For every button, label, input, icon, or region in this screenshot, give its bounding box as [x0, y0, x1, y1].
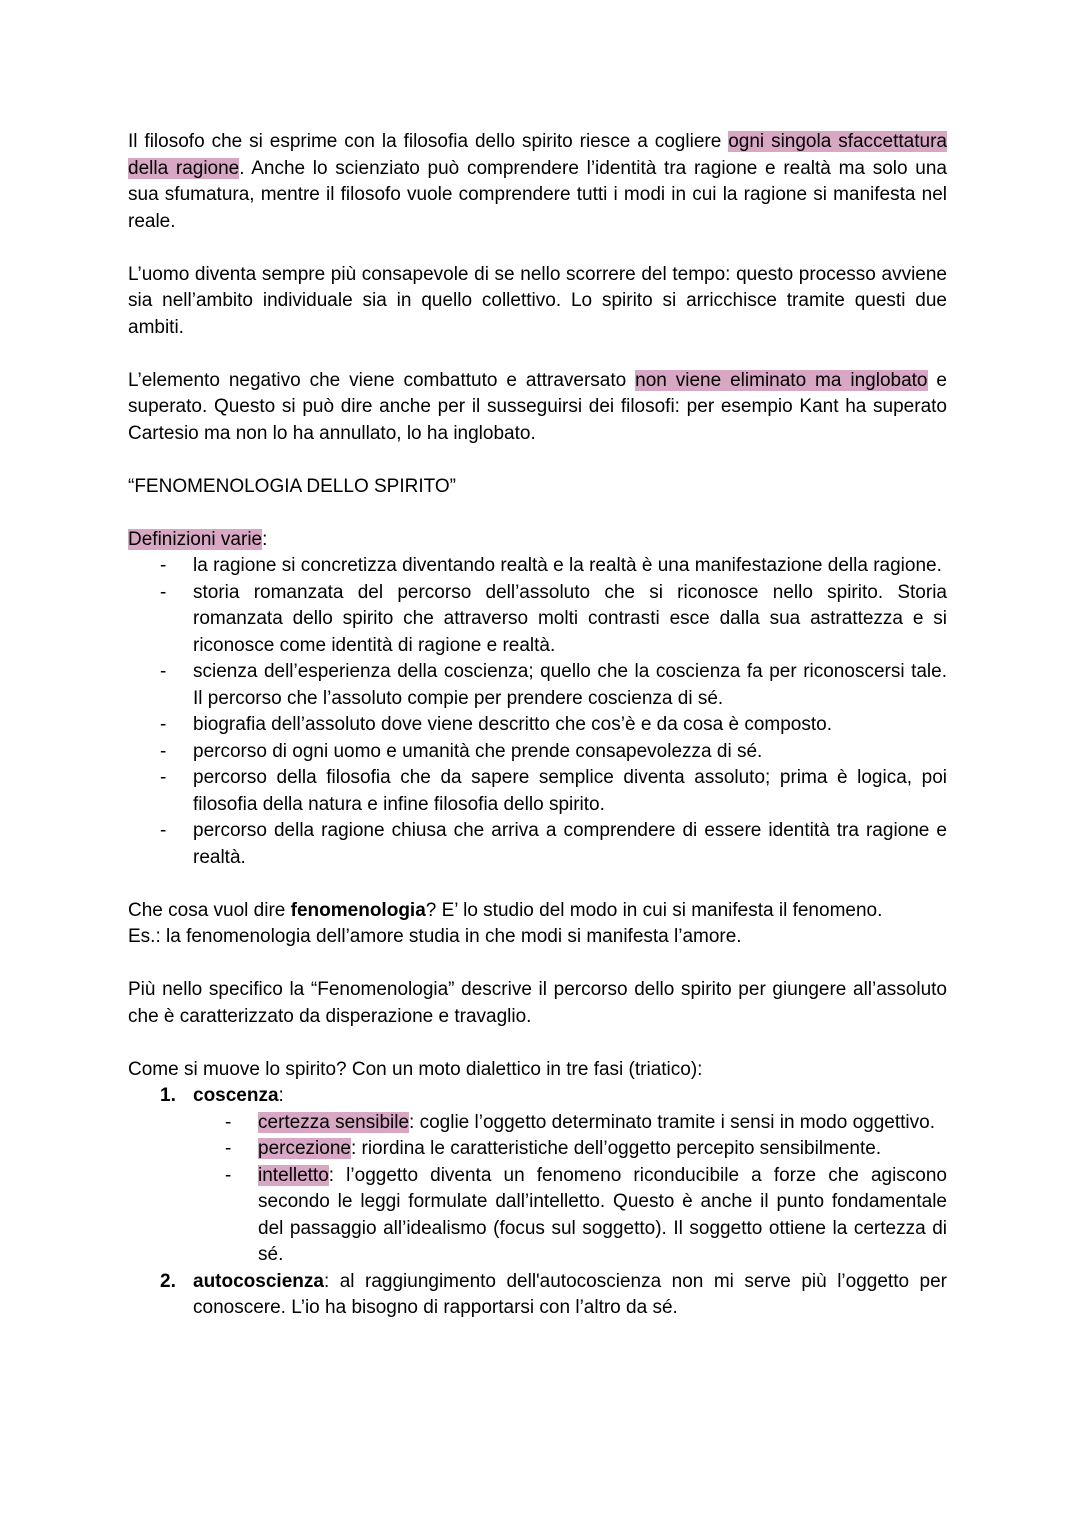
list-item: - la ragione si concretizza diventando realtà e la realtà è una manifestazione della ragione. [193, 553, 947, 580]
text-span: : coglie l’oggetto determinato tramite i sensi in modo oggettivo. [409, 1111, 935, 1133]
highlighted-text: intelletto [258, 1164, 329, 1186]
highlighted-text: non viene eliminato ma inglobato [635, 369, 928, 391]
list-number: 2. [160, 1270, 176, 1292]
text-span: . Anche lo scienziato può comprendere l’identità tra ragione e realtà ma solo una sua sfumatura, mentre il filosofo vuole comprendere tutti i modi in cui la ragione si manifesta nel reale. [128, 157, 947, 232]
bold-term: coscenza [193, 1085, 279, 1106]
text-span: Che cosa vuol dire [128, 899, 291, 921]
highlighted-text: Definizioni varie [128, 528, 263, 550]
list-item: - percorso della ragione chiusa che arriva a comprendere di essere identità tra ragione e realtà. [193, 818, 947, 871]
paragraph-negative-element [128, 368, 947, 448]
list-item: - percorso della filosofia che da sapere semplice diventa assoluto; prima è logica, poi filosofia della natura e infine filosofia dello spirito. [193, 765, 947, 818]
text-span: : [278, 1085, 284, 1106]
text-span: L’elemento negativo che viene combattuto e attraversato [128, 369, 636, 391]
list-item: - biografia dell’assoluto dove viene descritto che cos’è e da cosa è composto. [193, 712, 947, 739]
phases-list [128, 1083, 947, 1322]
highlighted-text: percezione [258, 1138, 351, 1159]
text-span: : al raggiungimento dell'autocoscienza non mi serve più l’oggetto per conoscere. L’io ha bisogno di rapportarsi con l’altro da sé. [193, 1270, 947, 1318]
paragraph-phenomenology-specific: Più nello specifico la “Fenomenologia” descrive il percorso dello spirito per giungere all’assoluto che è caratterizzato da disperazione e travaglio. [128, 979, 947, 1027]
text-span: Es.: la fenomenologia dell’amore studia in che modi si manifesta l’amore. [128, 926, 742, 947]
list-item: - storia romanzata del percorso dell’assoluto che si riconosce nello spirito. Storia romanzata dello spirito che attraverso molti contrasti esce dalla sua astrattezza e si riconosce come identità di ragione e realtà. [193, 580, 947, 660]
definitions-list [128, 553, 947, 871]
definitions-label [128, 527, 947, 554]
text-span: : [262, 528, 268, 550]
sub-list-item [258, 1110, 947, 1137]
phase-item [160, 1083, 947, 1269]
paragraph-phenomenology-definition [128, 898, 947, 951]
text-span: e superato. Questo si può dire anche per il susseguirsi dei filosofi: per esempio Kant ha superato Cartesio ma non lo ha annullato, lo ha inglobato. [128, 369, 947, 444]
section-heading: “FENOMENOLOGIA DELLO SPIRITO” [128, 475, 456, 497]
text-span: ? E’ lo studio del modo in cui si manifesta il fenomeno. [425, 899, 883, 921]
paragraph-consciousness: L’uomo diventa sempre più consapevole di se nello scorrere del tempo: questo processo avviene sia nell’ambito individuale sia in quello collettivo. Lo spirito si arricchisce tramite questi due ambiti. [128, 263, 947, 338]
list-item: - percorso di ogni uomo e umanità che prende consapevolezza di sé. [193, 739, 947, 766]
list-item: - scienza dell’esperienza della coscienza; quello che la coscienza fa per riconoscersi tale. Il percorso che l’assoluto compie per prendere coscienza di sé. [193, 659, 947, 712]
sub-list-item [258, 1136, 947, 1163]
highlighted-text: ogni singola sfaccettatura della ragione [128, 131, 947, 179]
sub-list [193, 1110, 947, 1269]
sub-list-item [258, 1163, 947, 1269]
text-span: Il filosofo che si esprime con la filosofia dello spirito riesce a cogliere [128, 131, 729, 152]
list-number: 1. [160, 1085, 176, 1106]
bold-term: fenomenologia [290, 899, 426, 921]
paragraph-philosopher [128, 129, 947, 235]
paragraph-spirit-movement: Come si muove lo spirito? Con un moto dialettico in tre fasi (triatico): [128, 1058, 703, 1080]
bold-term: autocoscienza [193, 1270, 324, 1292]
text-span: : l’oggetto diventa un fenomeno riconducibile a forze che agiscono secondo le leggi formulate dall’intelletto. Questo è anche il punto fondamentale del passaggio all’idealismo (focus sul soggetto). Il soggetto ottiene la certezza di sé. [258, 1164, 947, 1265]
text-span: : riordina le caratteristiche dell’oggetto percepito sensibilmente. [350, 1138, 882, 1159]
phase-item [160, 1269, 947, 1322]
highlighted-text: certezza sensibile [258, 1111, 410, 1133]
